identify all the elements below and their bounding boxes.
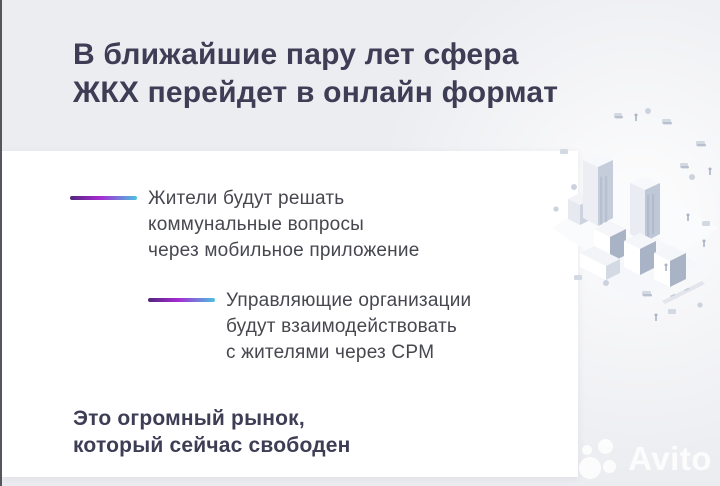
left-edge-line <box>0 0 2 486</box>
avito-logo-icon <box>579 438 623 480</box>
bullet-line: будут взаимодействовать <box>226 316 458 337</box>
footer-line-1: Это огромный рынок, <box>73 407 305 430</box>
footer-statement <box>73 405 351 459</box>
avito-wordmark: Avito <box>628 440 712 477</box>
bullet-text <box>148 186 419 264</box>
title-line-2: ЖКХ перейдет в онлайн формат <box>73 76 559 109</box>
gradient-dash-icon <box>148 298 215 302</box>
bullet-line: Управляющие организации <box>226 290 472 311</box>
avito-watermark <box>579 438 712 480</box>
bullet-text <box>226 288 471 366</box>
bullet-line: Жители будут решать <box>148 188 345 209</box>
bullet-item-management <box>148 288 471 366</box>
footer-line-2: который сейчас свободен <box>73 434 351 457</box>
gradient-dash-icon <box>70 196 137 200</box>
page-title <box>73 36 613 112</box>
isometric-city-illustration <box>550 103 720 333</box>
title-line-1: В ближайшие пару лет сфера <box>73 38 519 71</box>
bullet-line: через мобильное приложение <box>148 240 420 261</box>
bullet-item-residents <box>70 186 419 264</box>
bullet-line: с жителями через CPM <box>226 342 435 363</box>
bullet-line: коммунальные вопросы <box>148 214 364 235</box>
